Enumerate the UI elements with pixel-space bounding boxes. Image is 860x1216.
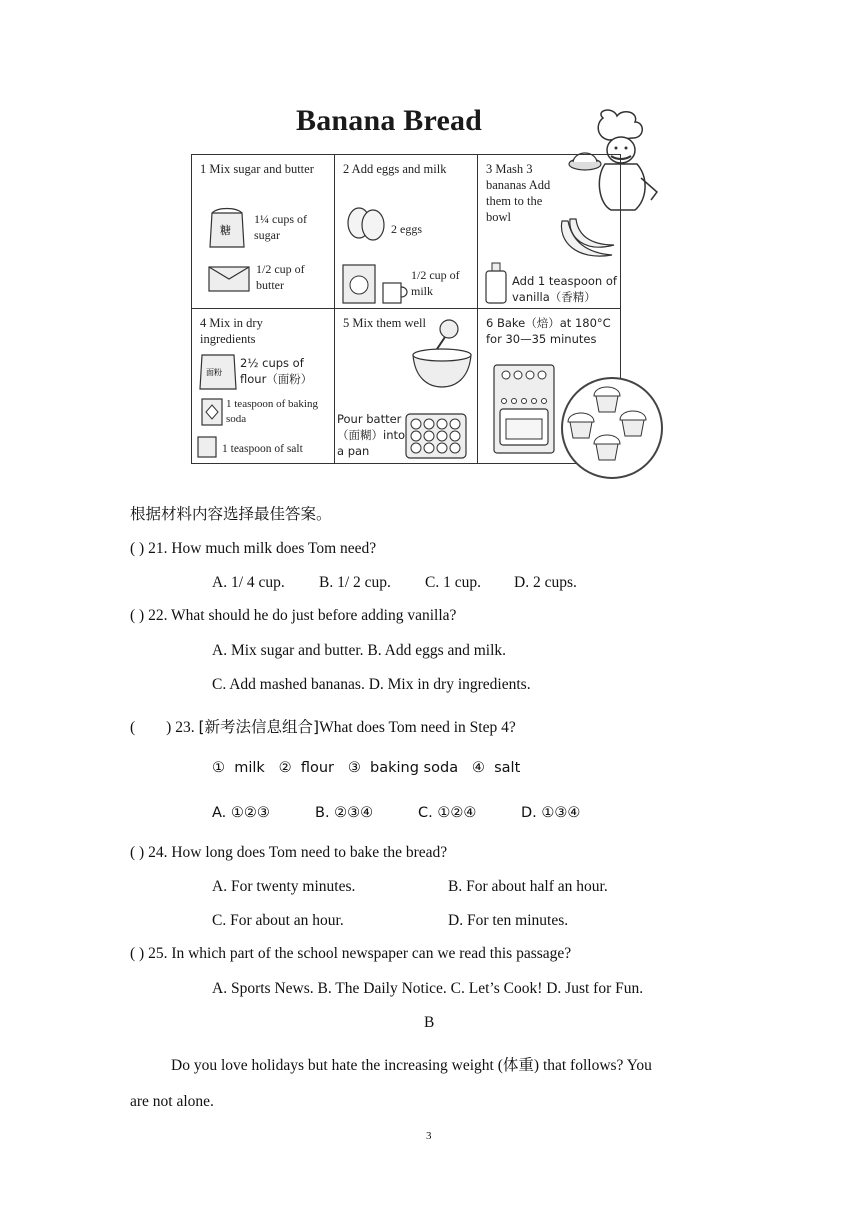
oven-icon (492, 363, 556, 455)
question-23-tag: [新考法信息组合] (198, 718, 320, 736)
instruction: 根据材料内容选择最佳答案。 (130, 505, 332, 523)
question-22-options-line2[interactable]: C. Add mashed bananas. D. Mix in dry ingredients. (212, 676, 531, 693)
question-24-option-c[interactable]: C. For about an hour. (212, 912, 344, 929)
step-5-cell (335, 309, 478, 463)
question-22-options-line1[interactable]: A. Mix sugar and butter. B. Add eggs and milk. (212, 642, 507, 659)
question-23-option-b[interactable]: B. ②③④ (315, 805, 374, 821)
step-3-cell (478, 155, 620, 309)
milk-carton-icon (341, 263, 413, 305)
question-23-stem (130, 715, 516, 737)
question-21-option-b[interactable]: B. 1/ 2 cup. (319, 574, 391, 591)
question-21-option-a[interactable]: A. 1/ 4 cup. (212, 574, 285, 591)
sugar-bag-label: 糖 (220, 224, 231, 237)
step-4-item-baking-soda: 1 teaspoon of baking soda (226, 398, 318, 425)
page-number: 3 (426, 1130, 432, 1142)
question-24-option-d[interactable]: D. For ten minutes. (448, 912, 569, 929)
step-5-item-pour: Pour batter（面糊）into a pan (337, 412, 406, 458)
question-24-option-a[interactable]: A. For twenty minutes. (212, 878, 356, 895)
question-21-option-c[interactable]: C. 1 cup. (425, 574, 481, 591)
question-23-option-a[interactable]: A. ①②③ (212, 805, 270, 821)
section-b-label: B (424, 1014, 435, 1031)
question-24-stem: ( ) 24. How long does Tom need to bake the bread? (130, 844, 448, 861)
flour-bag-icon (198, 351, 238, 391)
question-23-rest: What does Tom need in Step 4? (319, 719, 516, 736)
step-4-heading: 4 Mix in dry ingredients (200, 316, 263, 346)
step-4-item-salt: 1 teaspoon of salt (222, 443, 303, 455)
bananas-icon (556, 215, 618, 265)
recipe-title: Banana Bread (296, 104, 483, 137)
question-25-options[interactable]: A. Sports News. B. The Daily Notice. C. Let’s Cook! D. Just for Fun. (212, 980, 644, 997)
step-4-item-flour: 2½ cups of flour（面粉） (240, 356, 313, 386)
butter-icon (208, 265, 252, 293)
question-25-stem: ( ) 25. In which part of the school newspaper can we read this passage? (130, 945, 572, 962)
section-b-paragraph-line1 (171, 1053, 733, 1075)
step-1-item-sugar: 1¼ cups of sugar (254, 212, 307, 242)
eggs-icon (345, 203, 389, 243)
cupcakes-plate-icon (560, 374, 664, 482)
question-22-stem: ( ) 22. What should he do just before adding vanilla? (130, 607, 457, 624)
mixing-bowl-icon (409, 317, 475, 391)
step-1-heading: 1 Mix sugar and butter (200, 162, 314, 176)
step-2-item-eggs: 2 eggs (391, 222, 422, 236)
section-b-text-cn: 体重 (502, 1056, 534, 1074)
step-3-item-vanilla: Add 1 teaspoon of vanilla（香精） (512, 274, 617, 304)
question-24-option-b[interactable]: B. For about half an hour. (448, 878, 608, 895)
step-2-heading: 2 Add eggs and milk (343, 162, 447, 176)
flour-bag-label: 面粉 (206, 368, 222, 377)
question-23-choices: ① milk ② flour ③ baking soda ④ salt (212, 760, 521, 776)
question-23-prefix: ( ) 23. (130, 719, 199, 736)
step-5-heading: 5 Mix them well (343, 316, 426, 330)
recipe-grid (191, 154, 621, 464)
step-6-heading: 6 Bake（焙）at 180°C for 30—35 minutes (486, 316, 611, 346)
step-2-item-milk: 1/2 cup of milk (411, 268, 460, 298)
baking-soda-box-icon (200, 397, 224, 427)
section-b-paragraph-line2: are not alone. (130, 1093, 214, 1110)
section-b-text-part1: Do you love holidays but hate the increasing weight ( (171, 1057, 503, 1074)
step-2-cell (335, 155, 478, 309)
question-21-stem: ( ) 21. How much milk does Tom need? (130, 540, 377, 557)
step-4-cell (192, 309, 335, 463)
muffin-pan-icon (405, 413, 467, 459)
section-b-text-part2: ) that follows? You (533, 1057, 652, 1074)
question-21-option-d[interactable]: D. 2 cups. (514, 574, 577, 591)
vanilla-bottle-icon (484, 261, 508, 305)
question-23-option-c[interactable]: C. ①②④ (418, 805, 477, 821)
salt-icon (196, 433, 218, 459)
step-3-heading: 3 Mash 3 bananas Add them to the bowl (486, 162, 551, 224)
step-1-item-butter: 1/2 cup of butter (256, 262, 305, 292)
step-1-cell (192, 155, 335, 309)
sugar-bag-icon (208, 207, 246, 251)
question-23-option-d[interactable]: D. ①③④ (521, 805, 581, 821)
